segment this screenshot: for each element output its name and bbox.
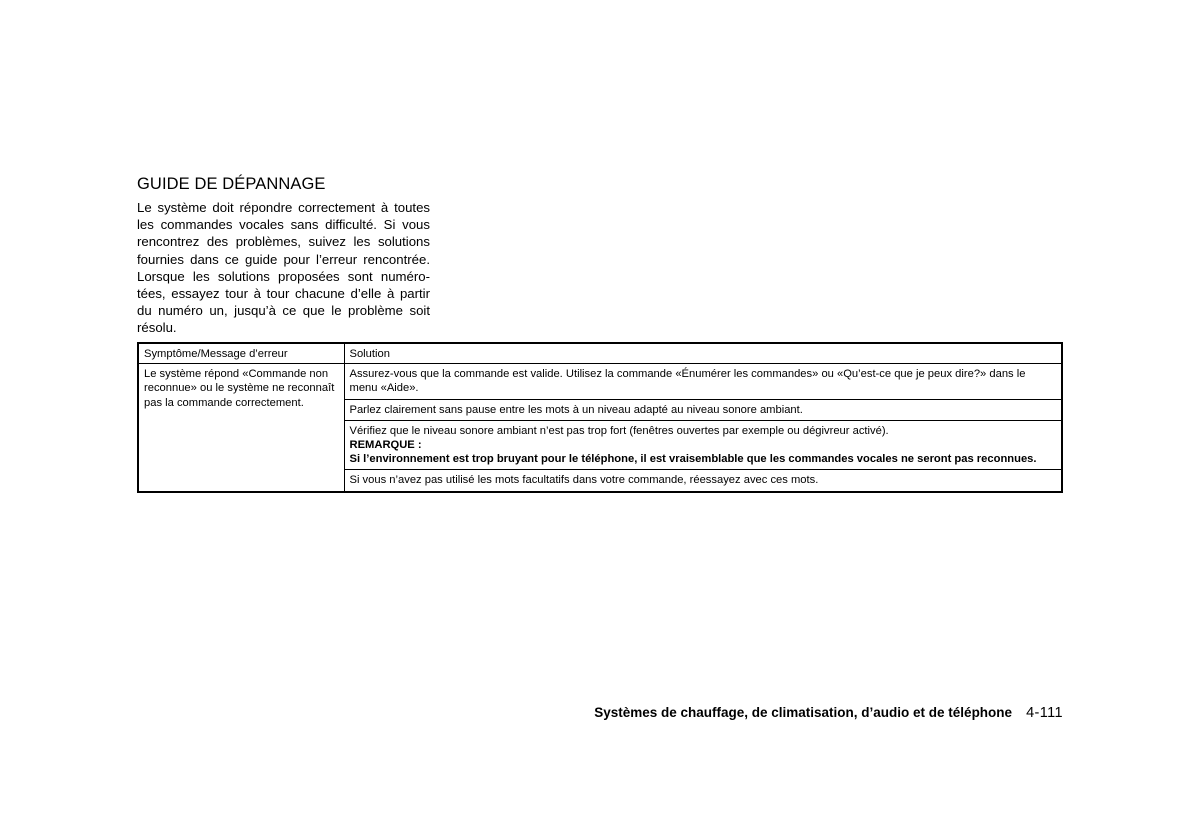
page-footer — [560, 705, 1063, 721]
solution-text: Vérifiez que le niveau sonore ambiant n’est pas trop fort (fenêtres ouvertes par exemple ou dégivreur activé). — [349, 424, 889, 437]
table-header-row — [138, 343, 1062, 364]
solution-cell: Assurez-vous que la commande est valide. Utilisez la commande «Énumérer les commandes» ou «Qu’est-ce que je peux dire?» dans le menu «Aide». — [344, 364, 1062, 399]
section-heading: GUIDE DE DÉPANNAGE — [137, 175, 326, 193]
note-label: REMARQUE : — [349, 439, 422, 452]
page-number: 4-111 — [1026, 705, 1063, 721]
troubleshooting-table — [137, 342, 1063, 493]
intro-paragraph: Le système doit répondre correctement à toutes les commandes vocales sans difficulté. Si vous rencontrez des problèmes, suivez les solutions fournies dans ce guide pour l’erreur rencontrée. Lorsque les solutions proposées sont numérotées, essayez tour à tour chacune d’elle à partir du numéro un, jusqu’à ce que le problème soit résolu. — [137, 200, 430, 336]
solution-cell: Parlez clairement sans pause entre les mots à un niveau adapté au niveau sonore ambiant. — [344, 399, 1062, 420]
solution-column-header: Solution — [344, 343, 1062, 364]
solution-cell: Si vous n’avez pas utilisé les mots facultatifs dans votre commande, réessayez avec ces mots. — [344, 470, 1062, 492]
chapter-title: Systèmes de chauffage, de climatisation, d’audio et de téléphone — [594, 705, 1013, 720]
table-row — [138, 364, 1062, 399]
note-text: Si l’environnement est trop bruyant pour le téléphone, il est vraisemblable que les commandes vocales ne seront pas reconnues. — [349, 453, 1037, 466]
solution-cell — [344, 420, 1062, 470]
symptom-cell: Le système répond «Commande non reconnue» ou le système ne reconnaît pas la commande correctement. — [138, 364, 344, 492]
symptom-column-header: Symptôme/Message d’erreur — [138, 343, 344, 364]
